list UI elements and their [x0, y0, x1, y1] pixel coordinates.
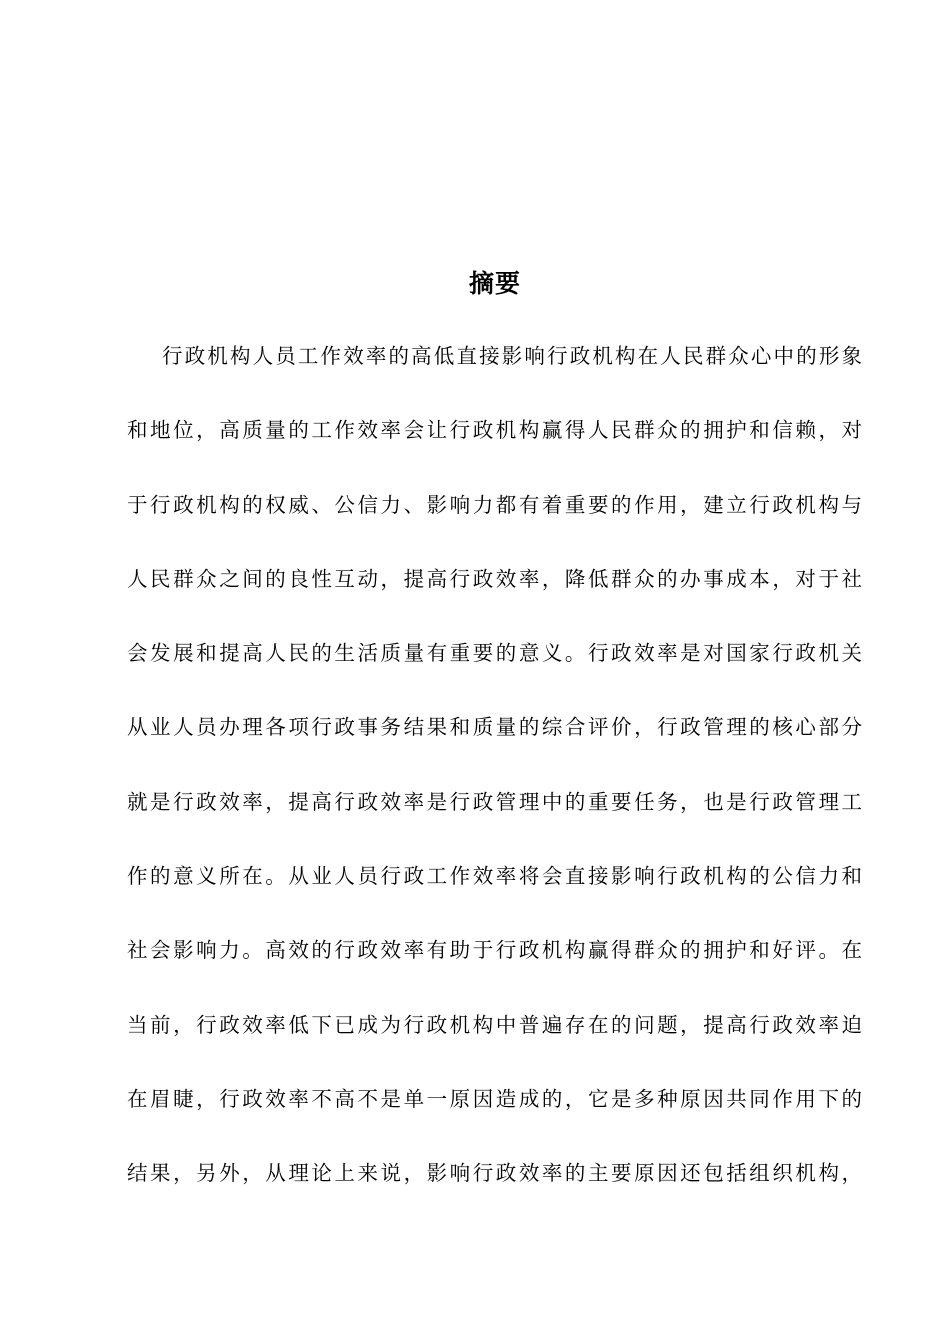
paragraph-line-6: 从业人员办理各项行政事务结果和质量的综合评价，行政管理的核心部分 [127, 715, 862, 740]
paragraph-line-8: 作的意义所在。从业人员行政工作效率将会直接影响行政机构的公信力和 [127, 864, 862, 889]
paragraph-line-7: 就是行政效率，提高行政效率是行政管理中的重要任务，也是行政管理工 [127, 789, 862, 814]
paragraph-line-3: 于行政机构的权威、公信力、影响力都有着重要的作用，建立行政机构与 [127, 492, 862, 517]
paragraph-line-2: 和地位，高质量的工作效率会让行政机构赢得人民群众的拥护和信赖，对 [127, 418, 862, 443]
paragraph-line-12: 结果，另外，从理论上来说，影响行政效率的主要原因还包括组织机构， [127, 1161, 862, 1186]
paragraph-line-10: 当前，行政效率低下已成为行政机构中普遍存在的问题，提高行政效率迫 [127, 1012, 862, 1037]
paragraph-line-4: 人民群众之间的良性互动，提高行政效率，降低群众的办事成本，对于社 [127, 566, 862, 591]
paragraph-line-9: 社会影响力。高效的行政效率有助于行政机构赢得群众的拥护和好评。在 [127, 938, 862, 963]
page-title: 摘要 [468, 269, 521, 298]
paragraph-line-5: 会发展和提高人民的生活质量有重要的意义。行政效率是对国家行政机关 [127, 641, 862, 666]
abstract-body [127, 330, 862, 1222]
paragraph-line-1: 行政机构人员工作效率的高低直接影响行政机构在人民群众心中的形象 [162, 344, 862, 368]
paragraph-line-11: 在眉睫，行政效率不高不是单一原因造成的，它是多种原因共同作用下的 [127, 1086, 862, 1111]
